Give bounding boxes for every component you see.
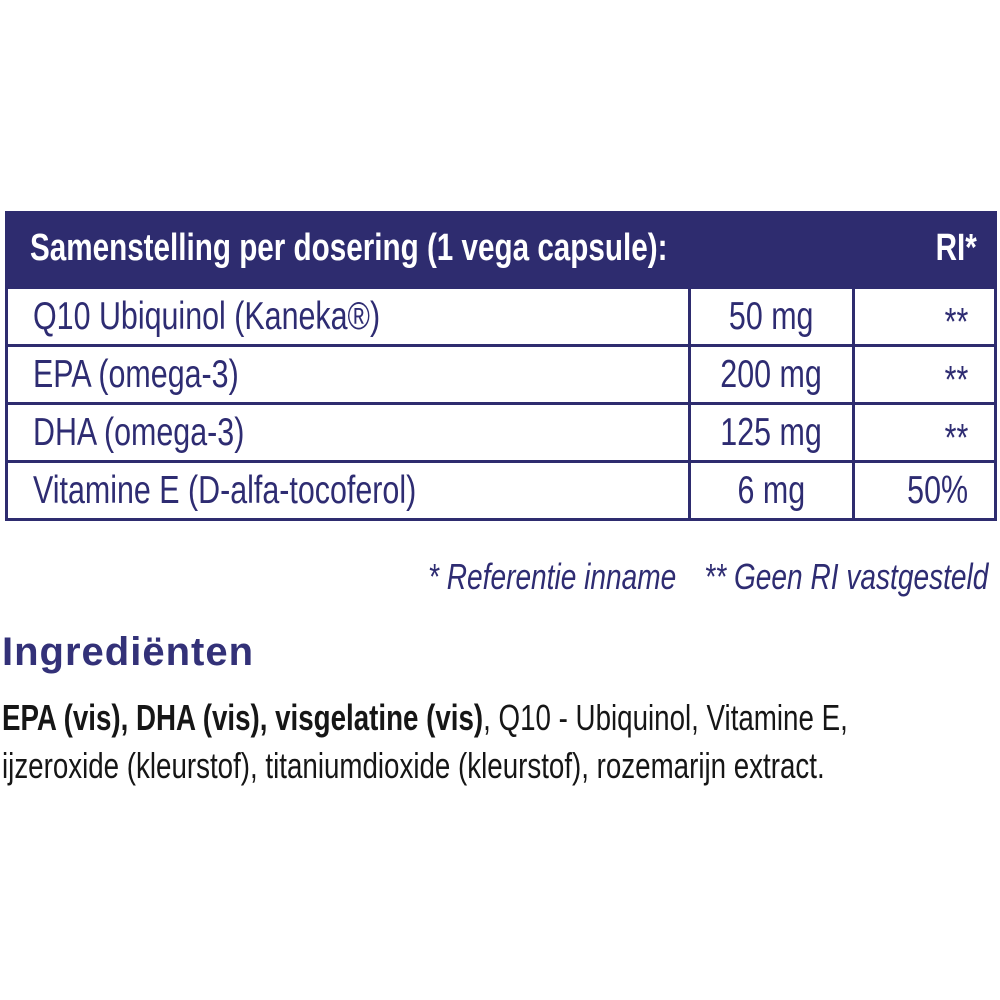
ingredient-ri: ** bbox=[944, 416, 968, 460]
ingredients-line2: ijzeroxide (kleurstof), titaniumdioxide (kleurstof), rozemarijn extract. bbox=[2, 745, 825, 786]
table-row-amount-cell bbox=[691, 289, 852, 344]
ingredient-ri: ** bbox=[944, 300, 968, 344]
footnote-reference-intake: * Referentie inname bbox=[427, 556, 676, 597]
table-body bbox=[5, 286, 997, 521]
ingredient-amount: 200 mg bbox=[720, 352, 823, 396]
table-footnote bbox=[428, 556, 988, 598]
table-header-row bbox=[5, 211, 997, 286]
table-row-ingredient-cell bbox=[8, 347, 688, 402]
ingredient-name: DHA (omega-3) bbox=[33, 410, 245, 454]
table-row-ingredient-cell bbox=[8, 405, 688, 460]
ingredient-name: Q10 Ubiquinol (Kaneka®) bbox=[33, 294, 381, 338]
table-row-ri-cell bbox=[855, 463, 994, 518]
table-row-ingredient-cell bbox=[8, 289, 688, 344]
ingredients-line1-rest: , Q10 - Ubiquinol, Vitamine E, bbox=[483, 697, 848, 738]
table-row-ingredient-cell bbox=[8, 463, 688, 518]
ingredients-allergen-bold: EPA (vis), DHA (vis), visgelatine (vis) bbox=[2, 697, 484, 738]
ingredient-ri-percent: 50% bbox=[907, 468, 968, 512]
table-row-ri-cell bbox=[855, 347, 994, 402]
ingredient-amount: 125 mg bbox=[720, 410, 823, 454]
table-row-amount-cell bbox=[691, 463, 852, 518]
ingredient-amount: 6 mg bbox=[737, 468, 806, 512]
ingredient-ri: ** bbox=[944, 358, 968, 402]
ingredients-text bbox=[2, 694, 1000, 790]
ingredients-heading: Ingrediënten bbox=[2, 630, 255, 674]
ingredient-name: EPA (omega-3) bbox=[33, 352, 239, 396]
table-title: Samenstelling per dosering (1 vega capsule): bbox=[30, 227, 668, 269]
table-row-amount-cell bbox=[691, 347, 852, 402]
ri-column-header: RI* bbox=[935, 227, 977, 269]
ingredient-amount: 50 mg bbox=[729, 294, 814, 338]
ingredient-name: Vitamine E (D-alfa-tocoferol) bbox=[33, 468, 417, 512]
footnote-no-ri: ** Geen RI vastgesteld bbox=[703, 556, 988, 597]
table-row-ri-cell bbox=[855, 405, 994, 460]
table-row-ri-cell bbox=[855, 289, 994, 344]
composition-table bbox=[5, 211, 997, 521]
table-row-amount-cell bbox=[691, 405, 852, 460]
